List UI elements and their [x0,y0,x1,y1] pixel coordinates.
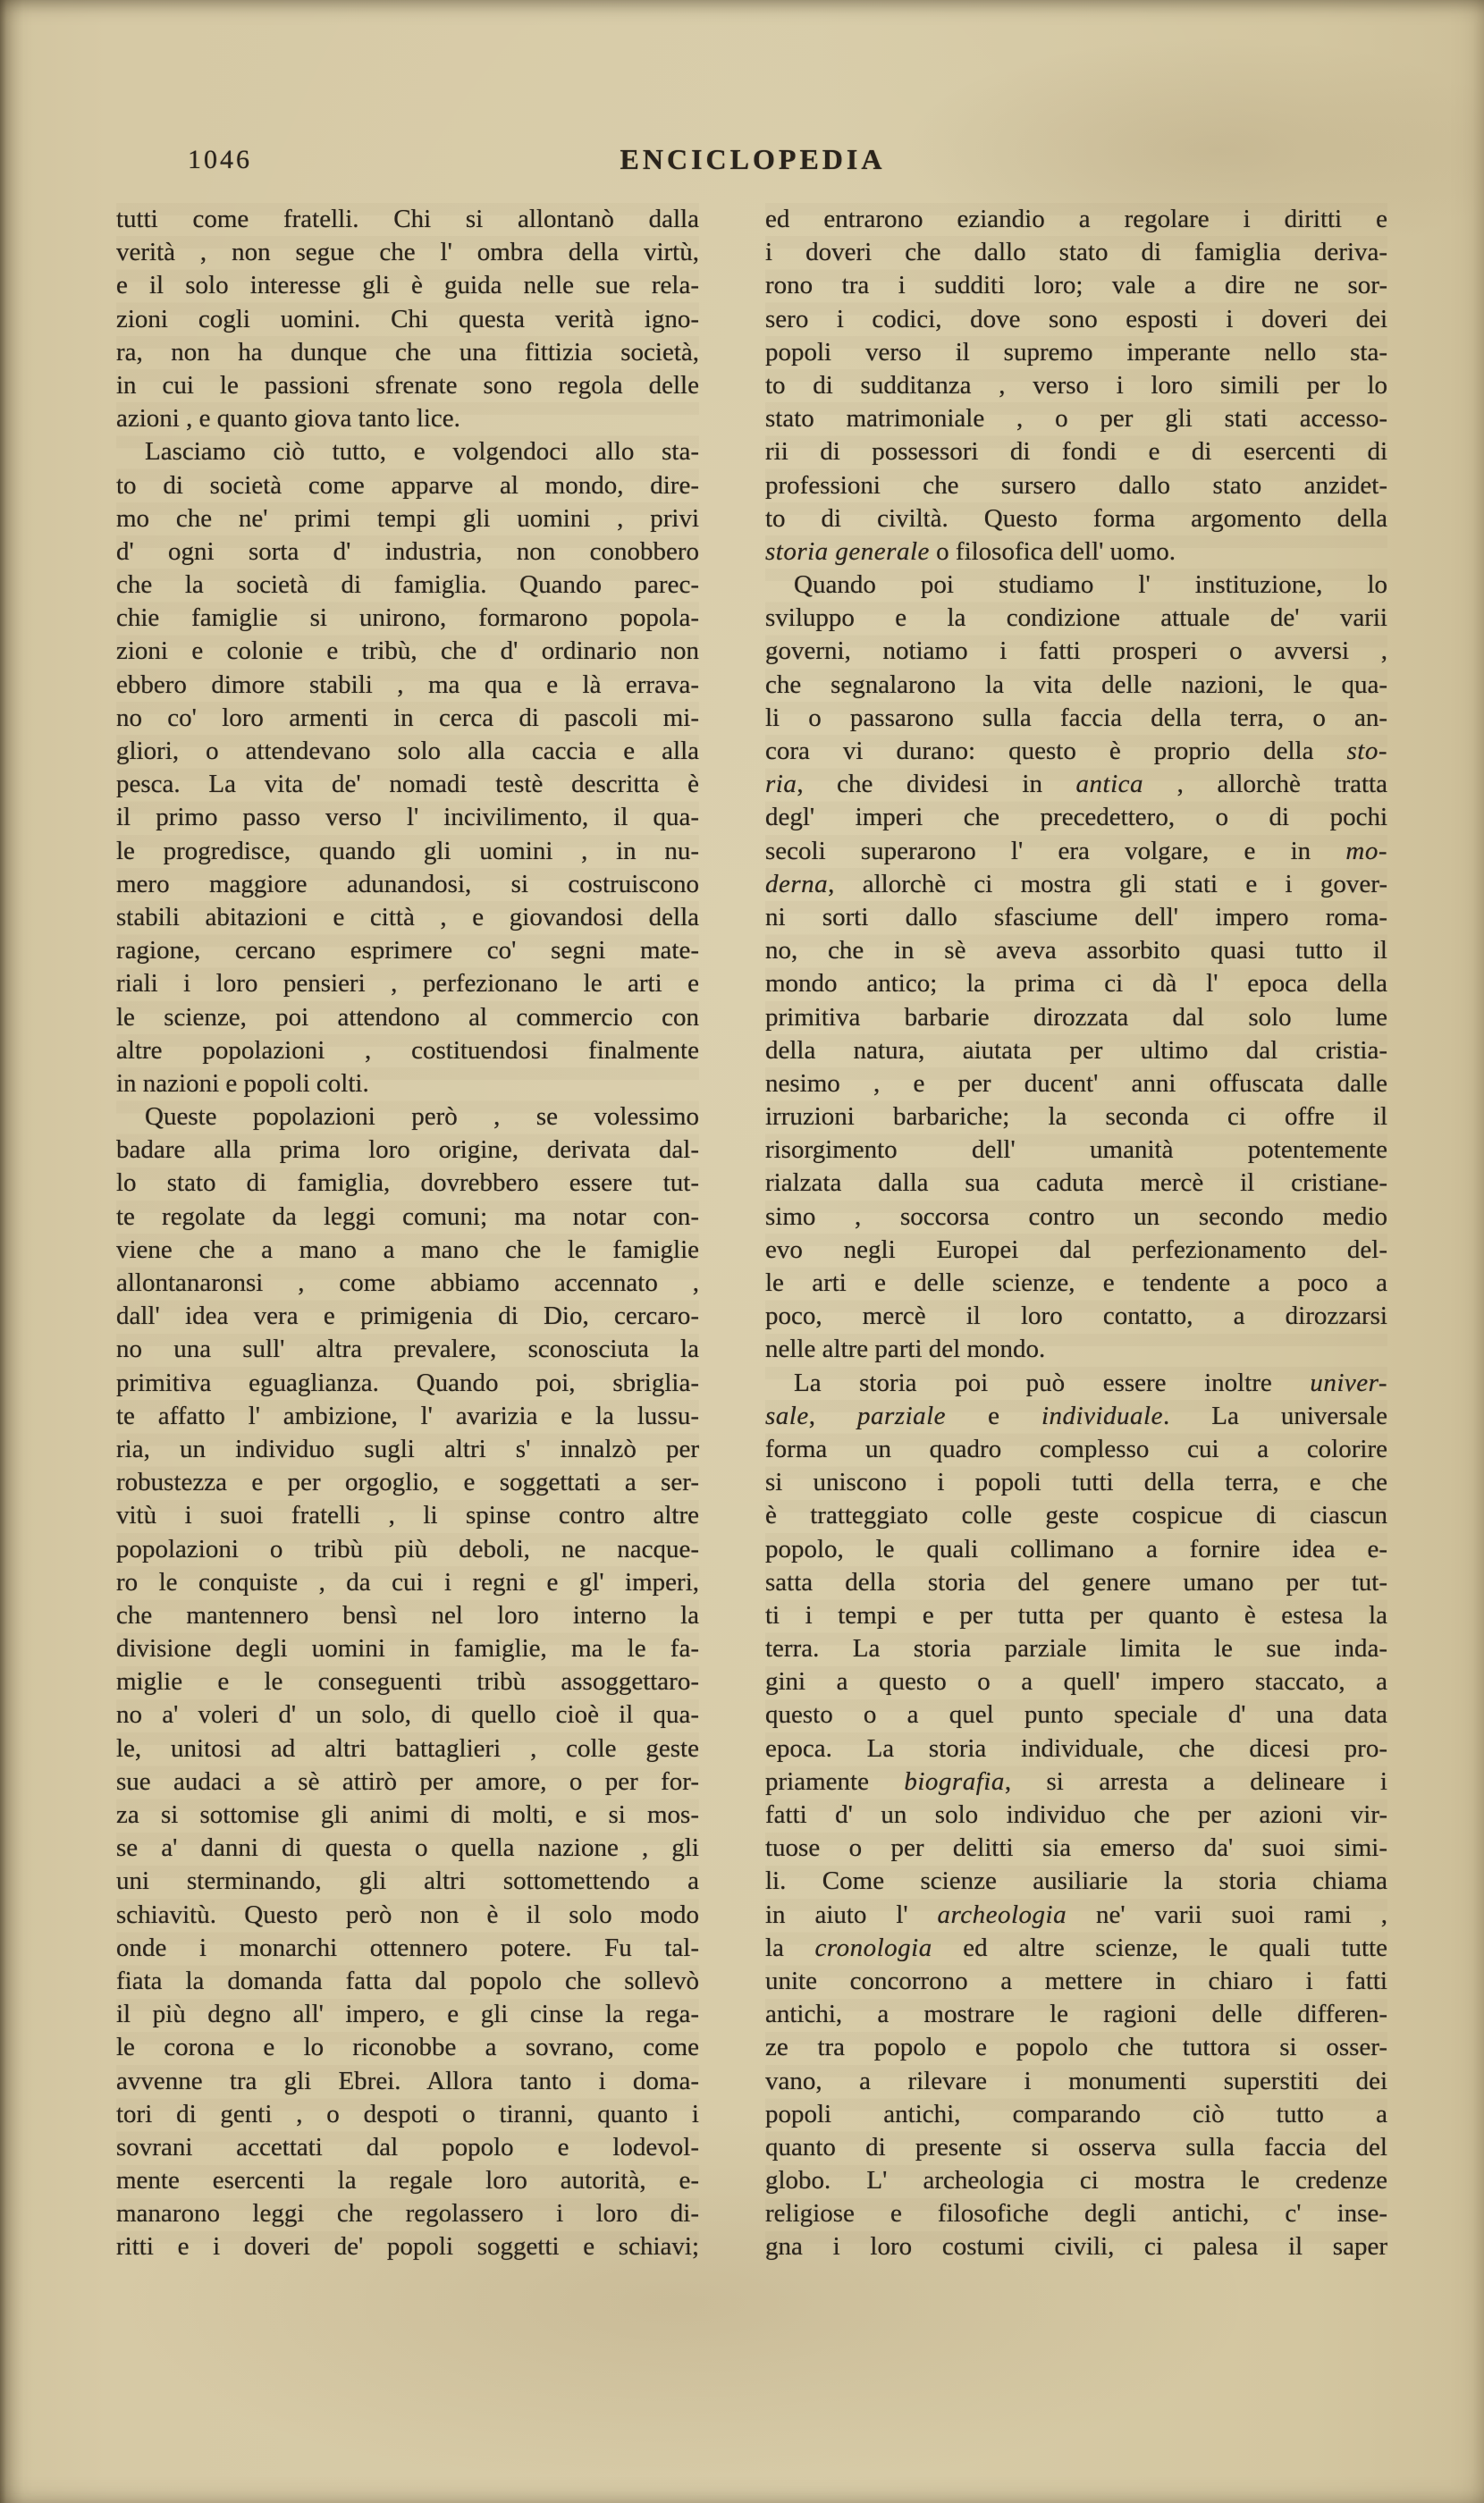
text-line: ro le conquiste , da cui i regni e gl' imperi, [116,1567,699,1597]
text-line: to di sudditanza , verso i loro simili per lo [765,370,1387,400]
text-line: ze tra popolo e popolo che tuttora si osser- [765,2033,1387,2062]
text-line: nelle altre parti del mondo. [765,1335,1046,1364]
text-line: che mantennero bensì nel loro interno la [116,1600,699,1630]
text-line: il più degno all' impero, e gli cinse la rega- [116,2000,699,2029]
text-line: viene che a mano a mano che le famiglie [116,1235,699,1264]
text-line: ti i tempi e per tutta per quanto è estesa la [765,1600,1387,1630]
text-line: Lasciamo ciò tutto, e volgendoci allo sta- [145,437,699,467]
text-line: gna i loro costumi civili, ci palesa il saper [765,2232,1387,2262]
text-line: no una sull' altra prevalere, sconosciuta la [116,1335,699,1364]
text-line: sue audaci a sè attirò per amore, o per for- [116,1766,699,1796]
text-line: poco, mercè il loro contatto, a dirozzarsi [765,1302,1387,1331]
text-line: le, unitosi ad altri battaglieri , colle geste [116,1733,699,1763]
page-number: 1046 [188,145,252,174]
text-line: cora vi durano: questo è proprio della sto- [765,737,1387,765]
text-line: della natura, aiutata per ultimo dal cristia- [765,1035,1387,1065]
text-line: avvenne tra gli Ebrei. Allora tanto i doma- [116,2066,699,2095]
text-line: lo stato di famiglia, dovrebbero essere tut- [116,1168,699,1198]
text-line: i doveri che dallo stato di famiglia deriva- [765,238,1387,267]
text-line: mondo antico; la prima ci dà l' epoca della [765,969,1387,999]
text-line: sviluppo e la condizione attuale de' varii [765,603,1387,633]
text-line: sale, parziale e individuale. La universale [765,1401,1388,1430]
text-line: popolo, le quali collimano a fornire idea e- [765,1534,1387,1563]
text-line: ra, non ha dunque che una fittizia società, [116,337,699,367]
text-line: popoli verso il supremo imperante nello sta- [765,337,1387,367]
text-line: ragione, cercano esprimere co' segni mate- [116,936,699,965]
text-line: altre popolazioni , costituendosi finalmente [116,1035,699,1065]
text-line: manarono leggi che regolassero i loro di- [116,2199,699,2229]
text-line: che segnalarono la vita delle nazioni, le qua- [765,670,1387,699]
text-line: te regolate da leggi comuni; ma notar con- [116,1201,699,1231]
text-line: miglie e le conseguenti tribù assoggettaro- [116,1667,699,1697]
text-line: ni sorti dallo sfasciume dell' impero roma- [765,902,1387,931]
text-line: vano, a rilevare i monumenti superstiti dei [765,2066,1387,2095]
text-line: no, che in sè aveva assorbito quasi tutto il [765,936,1387,965]
text-line: governi, notiamo i fatti prosperi o avversi , [765,636,1387,666]
text-line: le arti e delle scienze, e tendente a poco a [765,1268,1387,1297]
text-column-left [116,203,699,2264]
text-line: le progredisce, quando gli uomini , in nu- [116,836,699,865]
text-line: epoca. La storia individuale, che dicesi pro- [765,1733,1387,1763]
text-line: to di società come apparve al mondo, dire- [116,470,699,500]
text-line: vitù i suoi fratelli , li spinse contro altre [116,1501,699,1530]
text-line: si uniscono i popoli tutti della terra, e che [765,1468,1387,1497]
text-line: ria, un individuo sugli altri s' innalzò per [116,1434,699,1463]
text-line: ria, che dividesi in antica , allorchè tratta [765,770,1387,799]
text-line: gliori, o attendevano solo alla caccia e alla [116,737,699,765]
text-line: dall' idea vera e primigenia di Dio, cercaro- [116,1302,699,1331]
text-line: risorgimento dell' umanità potentemente [765,1135,1387,1165]
text-line: primitiva barbarie dirozzata dal solo lume [765,1002,1387,1032]
text-line: divisione degli uomini in famiglie, ma le fa- [116,1634,699,1664]
text-line: mo che ne' primi tempi gli uomini , privi [116,503,699,533]
text-line: verità , non segue che l' ombra della virtù, [116,238,699,267]
text-line: se a' danni di questa o quella nazione , gli [116,1833,699,1863]
text-line: robustezza e per orgoglio, e soggettati a ser- [116,1468,699,1497]
text-line: derna, allorchè ci mostra gli stati e i gover- [765,869,1387,898]
text-line: le corona e lo riconobbe a sovrano, come [116,2033,699,2062]
text-line: professioni che sursero dallo stato anzidet- [765,470,1387,500]
text-line: in aiuto l' archeologia ne' varii suoi rami , [765,1900,1387,1929]
page-title: ENCICLOPEDIA [620,143,886,175]
text-line: storia generale o filosofica dell' uomo. [765,536,1176,566]
text-line: degl' imperi che precedettero, o di pochi [765,803,1387,832]
text-line: tori di genti , o despoti o tiranni, quanto i [116,2099,699,2128]
text-line: in nazioni e popoli colti. [116,1068,369,1098]
text-line: d' ogni sorta d' industria, non conobbero [116,536,699,566]
text-line: no co' loro armenti in cerca di pascoli mi- [116,703,699,732]
text-line: fatti d' un solo individuo che per azioni vir- [765,1800,1387,1829]
text-line: secoli superarono l' era volgare, e in mo- [765,836,1387,865]
text-line: la cronologia ed altre scienze, le quali tutte [765,1933,1387,1962]
text-line: za si sottomise gli animi di molti, e si mos- [116,1800,699,1829]
text-line: sovrani accettati dal popolo e lodevol- [116,2132,699,2162]
text-line: questo o a quel punto speciale d' una data [765,1700,1387,1730]
text-line: globo. L' archeologia ci mostra le credenze [765,2166,1387,2195]
text-line: ritti e i doveri de' popoli soggetti e schiavi; [116,2232,699,2262]
text-line: li. Come scienze ausiliarie la storia chiama [765,1867,1387,1896]
text-line: nesimo , e per ducent' anni offuscata dalle [765,1068,1387,1098]
page-header [0,143,1484,184]
text-line: ed entrarono eziandio a regolare i diritti e [765,205,1387,233]
text-line: no a' voleri d' un solo, di quello cioè il qua- [116,1700,699,1730]
text-column-right [765,203,1387,2264]
text-line: zioni cogli uomini. Chi questa verità igno- [116,304,699,333]
text-line: unite concorrono a mettere in chiaro i fatti [765,1966,1387,1995]
text-line: satta della storia del genere umano per tut- [765,1567,1387,1597]
text-line: tuose o per delitti sia emerso da' suoi simi- [765,1833,1387,1863]
text-line: stato matrimoniale , o per gli stati accesso- [765,404,1387,434]
text-line: ebbero dimore stabili , ma qua e là errava- [116,670,699,699]
text-line: Queste popolazioni però , se volessimo [145,1102,699,1132]
text-line: religiose e filosofiche degli antichi, c' inse- [765,2199,1387,2229]
text-line: rialzata dalla sua caduta mercè il cristiane- [765,1168,1387,1198]
text-line: stabili abitazioni e città , e giovandosi della [116,902,699,931]
text-line: forma un quadro complesso cui a colorire [765,1434,1387,1463]
text-line: quanto di presente si osserva sulla faccia del [765,2132,1387,2162]
text-line: Quando poi studiamo l' instituzione, lo [794,570,1387,600]
text-line: pesca. La vita de' nomadi testè descritta è [116,770,699,799]
text-line: La storia poi può essere inoltre univer- [794,1368,1387,1397]
text-line: terra. La storia parziale limita le sue inda- [765,1634,1387,1664]
text-line: li o passarono sulla faccia della terra, o an- [765,703,1387,732]
text-line: e il solo interesse gli è guida nelle sue rela- [116,271,699,300]
text-line: è tratteggiato colle geste cospicue di ciascun [765,1501,1387,1530]
text-line: primitiva eguaglianza. Quando poi, sbriglia- [116,1368,699,1397]
text-line: onde i monarchi ottennero potere. Fu tal- [116,1933,699,1962]
text-line: in cui le passioni sfrenate sono regola delle [116,370,699,400]
text-line: mero maggiore adunandosi, si costruiscono [116,869,699,898]
text-line: badare alla prima loro origine, derivata dal- [116,1135,699,1165]
text-line: antichi, a mostrare le ragioni delle differen- [765,2000,1387,2029]
text-line: le scienze, poi attendono al commercio con [116,1002,699,1032]
text-line: irruzioni barbariche; la seconda ci offre il [765,1102,1387,1132]
text-line: riali i loro pensieri , perfezionano le arti e [116,969,699,999]
text-line: tutti come fratelli. Chi si allontanò dalla [116,205,699,233]
text-line: che la società di famiglia. Quando parec- [116,570,699,600]
text-line: rono tra i sudditi loro; vale a dire ne sor- [765,271,1387,300]
text-line: allontanaronsi , come abbiamo accennato , [116,1268,699,1297]
text-line: sero i codici, dove sono esposti i doveri dei [765,304,1387,333]
text-line: mente esercenti la regale loro autorità, e- [116,2166,699,2195]
text-line: priamente biografia, si arresta a delineare i [765,1766,1387,1796]
text-line: popolazioni o tribù più deboli, ne nacque- [116,1534,699,1563]
text-line: te affatto l' ambizione, l' avarizia e la lussu- [116,1401,699,1430]
text-line: rii di possessori di fondi e di esercenti di [765,437,1387,467]
text-line: simo , soccorsa contro un secondo medio [765,1201,1387,1231]
text-line: popoli antichi, comparando ciò tutto a [765,2099,1387,2128]
text-line: il primo passo verso l' incivilimento, il qua- [116,803,699,832]
text-line: gini a questo o a quell' impero staccato, a [765,1667,1387,1697]
text-line: zioni e colonie e tribù, che d' ordinario non [116,636,699,666]
text-line: to di civiltà. Questo forma argomento della [765,503,1387,533]
text-line: schiavitù. Questo però non è il solo modo [116,1900,699,1929]
text-line: fiata la domanda fatta dal popolo che sollevò [116,1966,699,1995]
text-line: azioni , e quanto giova tanto lice. [116,404,460,434]
text-line: uni sterminando, gli altri sottomettendo a [116,1867,699,1896]
text-line: evo negli Europei dal perfezionamento del- [765,1235,1387,1264]
text-line: chie famiglie si unirono, formarono popola- [116,603,699,633]
